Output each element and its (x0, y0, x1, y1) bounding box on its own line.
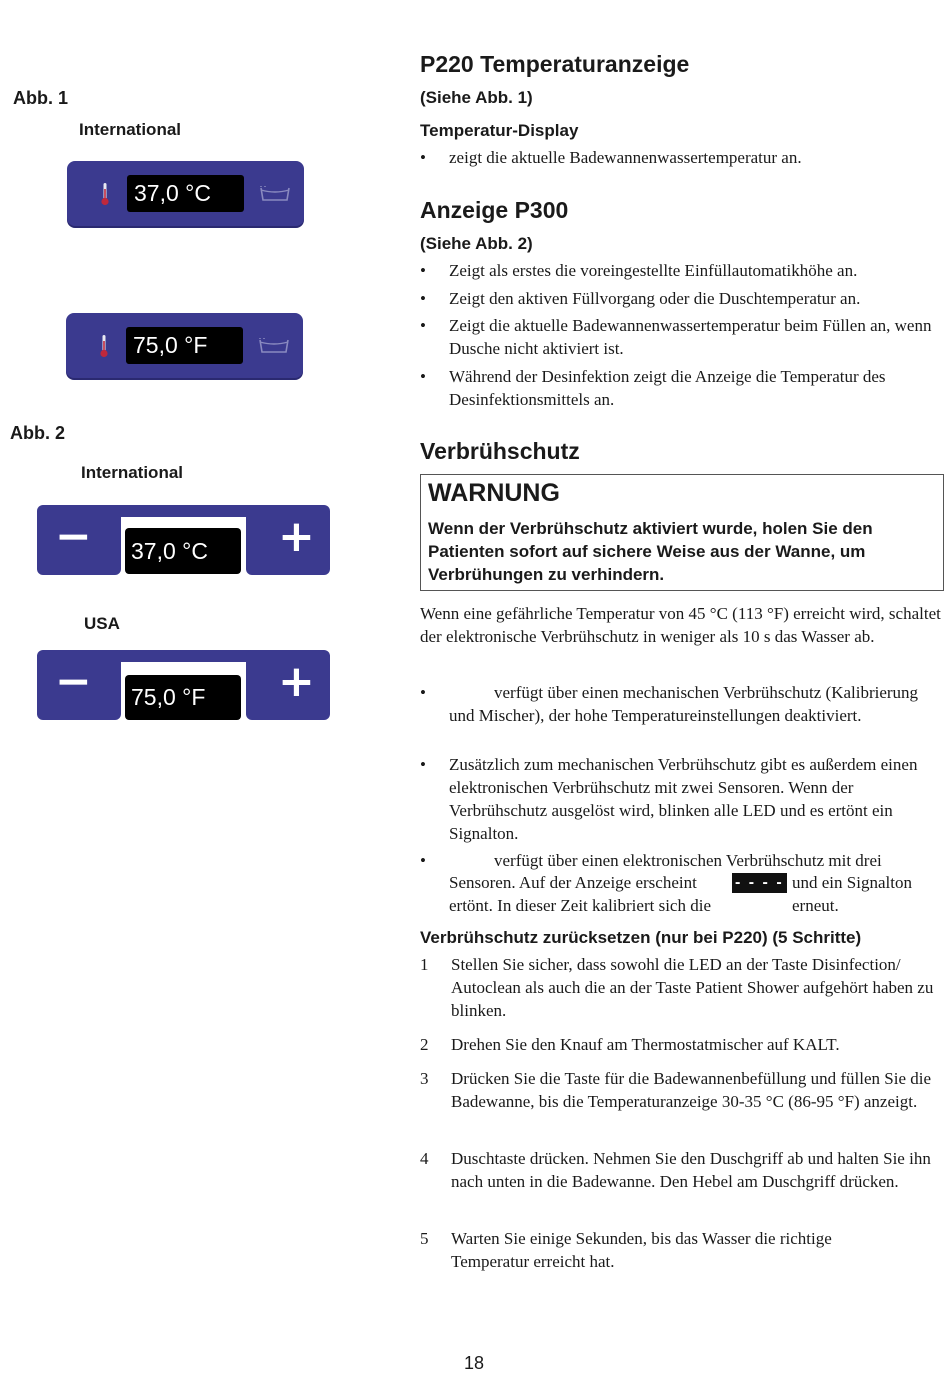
section-title-scald: Verbrühschutz (420, 438, 580, 464)
warning-box (420, 474, 944, 591)
list-item: • Zeigt die aktuelle Badewannenwassertemperatur beim Füllen an, wenn Dusche nicht aktiviert ist. (420, 316, 932, 358)
list-item: 3 Drücken Sie die Taste für die Badewannenbefüllung und füllen Sie die Badewanne, bis die Temperaturanzeige 30-35 °C (86-95 °F) anzeigt. (420, 1069, 932, 1111)
plus-icon: + (278, 511, 315, 562)
plus-button[interactable] (246, 650, 330, 720)
page-number: 18 (464, 1353, 485, 1373)
scald-display-dashes: - - - - (732, 873, 787, 893)
list-item: 1 Stellen Sie sicher, dass sowohl die LED an der Taste Disinfection/ Autoclean als auch die an der Taste Patient Shower aufgehört haben zu blinken. (420, 955, 934, 1020)
section-title-p220: P220 Temperaturanzeige (420, 51, 690, 77)
list-item: • Zusätzlich zum mechanischen Verbrühschutz gibt es außerdem einen elektronischen Verbrühschutz mit zwei Sensoren. Wenn der Verbrühschutz ausgelöst wird, blinken alle LED und es ertönt ein Signalton. (420, 755, 918, 843)
p220-display-panel-fahrenheit (66, 313, 303, 378)
minus-button[interactable] (37, 650, 121, 720)
figure-region-usa: USA (84, 614, 120, 633)
subsection-title-reset: Verbrühschutz zurücksetzen (nur bei P220) (5 Schritte) (420, 928, 862, 947)
section-title-p300: Anzeige P300 (420, 197, 569, 223)
list-item: • verfügt über einen mechanischen Verbrühschutz (Kalibrierung und Mischer), der hohe Temperatureinstellungen deaktiviert. (420, 683, 919, 725)
plus-button[interactable] (246, 505, 330, 575)
bathtub-icon (259, 183, 291, 203)
p220-display-panel-celsius (67, 161, 304, 226)
scald-intro-paragraph: Wenn eine gefährliche Temperatur von 45 °C (113 °F) erreicht wird, schaltet der elektronische Verbrühschutz in weniger als 10 s das Wasser ab. (420, 604, 941, 646)
section-ref-p220: (Siehe Abb. 1) (420, 88, 533, 107)
temperature-display: 37,0 °C (125, 528, 241, 574)
temperature-display: 37,0 °C (127, 175, 244, 212)
section-ref-p300: (Siehe Abb. 2) (420, 234, 533, 253)
p300-display-panel-celsius (37, 505, 331, 575)
thermometer-icon (101, 182, 109, 206)
temperature-display: 75,0 °F (125, 675, 241, 720)
minus-button[interactable] (37, 505, 121, 575)
list-item: 5 Warten Sie einige Sekunden, bis das Wasser die richtige Temperatur erreicht hat. (420, 1229, 832, 1271)
figure-label-abb2: Abb. 2 (10, 423, 66, 443)
plus-icon: + (278, 656, 315, 707)
p300-display-panel-fahrenheit (37, 650, 331, 720)
bathtub-icon (258, 335, 290, 355)
warning-text: Wenn der Verbrühschutz aktiviert wurde, holen Sie den Patienten sofort auf sichere Weise aus der Wanne, um Verbrühungen zu verhindern. (428, 519, 873, 584)
list-item: 4 Duschtaste drücken. Nehmen Sie den Duschgriff ab und halten Sie ihn nach unten in die Badewanne. Den Hebel am Duschgriff drücken. (420, 1149, 931, 1191)
figure-region-international: International (81, 463, 184, 482)
warning-title: WARNUNG (428, 479, 560, 507)
temperature-display: 75,0 °F (126, 327, 243, 364)
subsection-title-display: Temperatur-Display (420, 121, 579, 140)
figure-region-international: International (79, 120, 182, 139)
list-item: • verfügt über einen elektronischen Verbrühschutz mit drei Sensoren. Auf der Anzeige erscheint - - - - und ein Signalton ertönt. In dieser Zeit kalibriert sich die erneut. (420, 851, 912, 915)
thermometer-icon (100, 334, 108, 358)
list-item: • Während der Desinfektion zeigt die Anzeige die Temperatur des Desinfektionsmittels an. (420, 367, 886, 409)
minus-icon: − (55, 656, 92, 707)
minus-icon: − (55, 511, 92, 562)
figure-label-abb1: Abb. 1 (13, 88, 69, 108)
